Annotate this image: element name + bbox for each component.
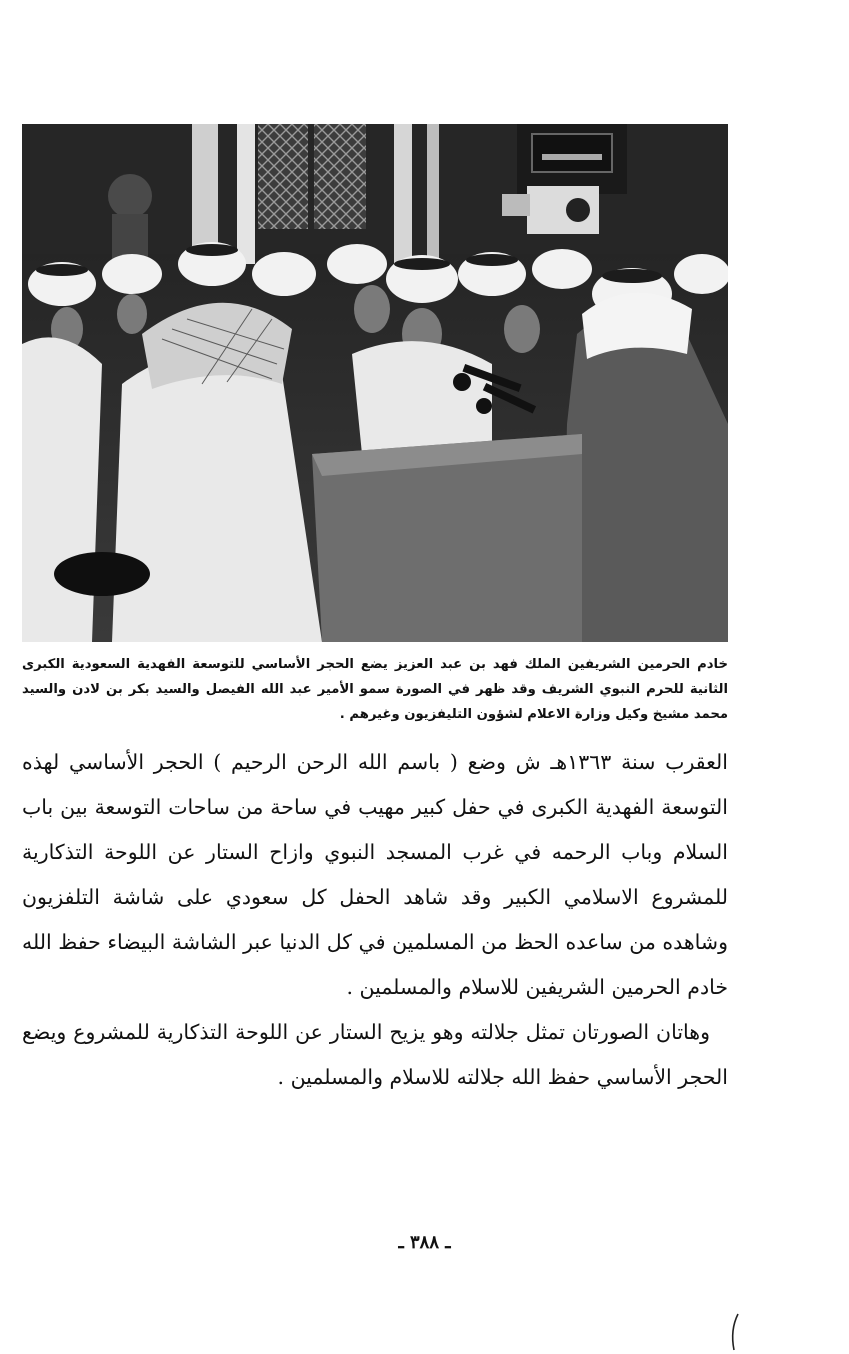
photo-illustration — [22, 124, 728, 642]
paragraph: وهاتان الصورتان تمثل جلالته وهو يزيح الستار عن اللوحة التذكارية للمشروع ويضع الحجر الأساسي حفظ الله جلالته للاسلام والمسلمين . — [22, 1020, 728, 1089]
ceremony-photo — [22, 124, 728, 642]
paragraph: العقرب سنة ١٣٦٣هـ ش وضع ( باسم الله الرحن الرحيم ) الحجر الأساسي لهذه التوسعة الفهدية الكبرى في حفل كبير مهيب في ساحة من ساحات التوسعة بين باب السلام وباب الرحمه في غرب المسجد النبوي وازاح الستار عن اللوحة التذكارية للمشروع الاسلامي الكبير وقد شاهد الحفل كل سعودي على شاشة التلفزيون وشاهده من ساعده الحظ من المسلمين في كل الدنيا عبر الشاشة البيضاء حفظ الله خادم الحرمين الشريفين للاسلام والمسلمين . — [22, 750, 728, 999]
photo-caption: خادم الحرمين الشريفين الملك فهد بن عبد العزيز يضع الحجر الأساسي للتوسعة الفهدية السعودية الكبرى الثانية للحرم النبوي الشريف وقد ظهر في الصورة سمو الأمير عبد الله الفيصل والسيد بكر بن لادن والسيد محمد مشيخ وكيل وزارة الاعلام لشؤون التليفزيون وغيرهم . — [22, 657, 728, 722]
page-number: ـ ٣٨٨ ـ — [398, 1232, 451, 1253]
body-text — [22, 740, 728, 1100]
margin-mark — [728, 1312, 742, 1352]
